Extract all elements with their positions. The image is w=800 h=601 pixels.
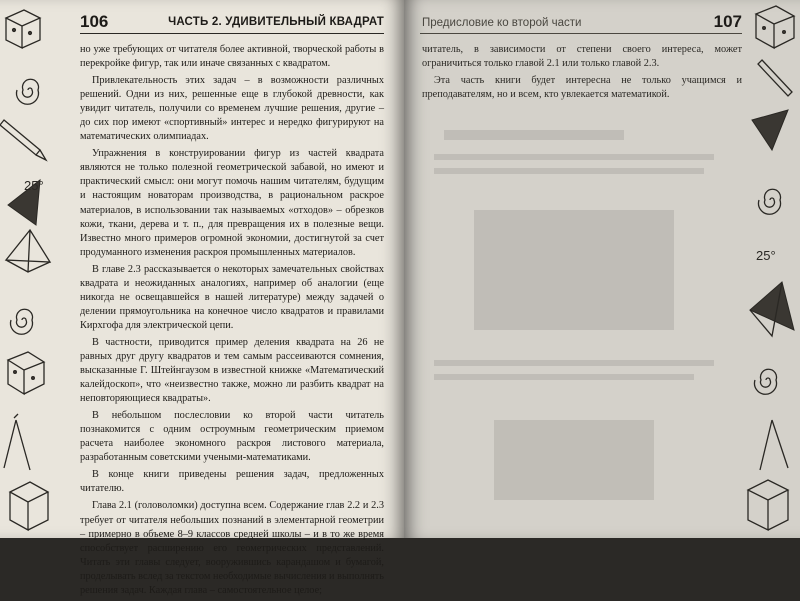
running-title: ЧАСТЬ 2. УДИВИТЕЛЬНЫЙ КВАДРАТ: [168, 16, 384, 28]
paragraph: Глава 2.1 (головоломки) доступна всем. Содержание глав 2.2 и 2.3 требует от читателя небольших познаний в элементарной геометрии – примерно в объеме 8–9 классов средней школы – и в то же время способствует расширению его геометрических представлений. Читать эти главы следует, вооружившись карандашом и бумагой, проделывать вслед за текстом необходимые вычисления и выполнять решения задач. Каждая глава – самостоятельное целое;: [80, 500, 384, 596]
right-page-body: [422, 43, 742, 105]
paragraph: В главе 2.3 рассказывается о некоторых замечательных свойствах квадрата и неожиданных аналогиях, например об аналогии (еще никогда не освещавшейся в нашей литературе) между задачей о делении прямоугольника на конечное число квадратов и правилами Кирхгофа для электрической цепи.: [80, 263, 384, 331]
spiral-doodle: [759, 189, 781, 214]
triangle-doodle: [752, 110, 788, 150]
spiral-doodle-2: [755, 369, 777, 394]
compass-doodle: [4, 414, 30, 470]
header-rule: [80, 33, 384, 34]
spiral-doodle-2: [10, 309, 32, 334]
cube-doodle: [6, 10, 40, 48]
show-through-texture: [434, 130, 724, 510]
page-number: 107: [713, 12, 742, 31]
paragraph: В конце книги приведены решения задач, предложенных читателю.: [80, 469, 384, 495]
right-margin-doodles: [742, 0, 800, 538]
paragraph: В частности, приводится пример деления квадрата на 26 не равных друг другу квадратов и тем самым рассеиваются сомнения, высказанные Г. Штейнгаузом в известной книжке «Математический калейдоскоп», что «неизвестно также, можно ли разбить квадрат на неповторяющиеся квадраты».: [80, 336, 384, 405]
paragraph: читатель, в зависимости от степени своего интереса, может ограничиться только главой 2.1 или только главой 2.3.: [422, 44, 742, 70]
dice-doodle: [8, 352, 44, 394]
left-page-body: [80, 43, 384, 601]
paragraph: Эта часть книги будет интересна не только учащимся и преподавателям, но и всем, кто увлекается математикой.: [422, 75, 742, 101]
dice-doodle: [756, 6, 794, 48]
paragraph: В небольшом послесловии ко второй части читатель познакомится с одним остроумным геометрическим приемом расчета наиболее экономного раскроя листового материала, разработанным советскими учеными-математиками.: [80, 410, 384, 464]
pyramid-doodle: [6, 230, 50, 272]
paragraph: Упражнения в конструировании фигур из частей квадрата являются не только полезной геометрической забавой, но имеют и практический смысл: они могут помочь нашим читателям, будущим и настоящим новаторам производства, в рациональном раскрое материалов, в использовании так называемых «отходов» – обрезков кожи, ткани, дерева и т. п., для превращения их в полезные вещи. Известно много примеров огромной экономии, достигнутой за счет продуманного изменения раскроя промышленных материалов.: [80, 148, 384, 258]
page-number: 106: [80, 12, 109, 31]
running-title: Предисловие ко второй части: [422, 17, 582, 29]
spiral-doodle: [17, 79, 39, 104]
pencil-doodle: [0, 120, 46, 160]
compass-doodle: [760, 420, 788, 470]
pyramid-doodle: [750, 282, 794, 336]
paragraph: но уже требующих от читателя более активной, творческой работы в перекройке фигур, так или иначе связанных с квадратом.: [80, 44, 384, 70]
angle-label-right: 25°: [756, 248, 776, 263]
header-rule: [420, 33, 742, 34]
right-page: [404, 0, 800, 538]
cube-doodle: [748, 480, 788, 530]
pencil-doodle: [758, 60, 792, 96]
left-margin-doodles: [0, 0, 64, 538]
angle-label-left: 25°: [24, 178, 44, 193]
cube-doodle-2: [10, 482, 48, 530]
paragraph: Привлекательность этих задач – в возможности различных решений. Одни из них, решенные еще в глубокой древности, как увидит читатель, получили со временем лучшие решения, другие – до сих пор имеют «спортивный» интерес и нередко фигурируют на математических олимпиадах.: [80, 75, 384, 143]
